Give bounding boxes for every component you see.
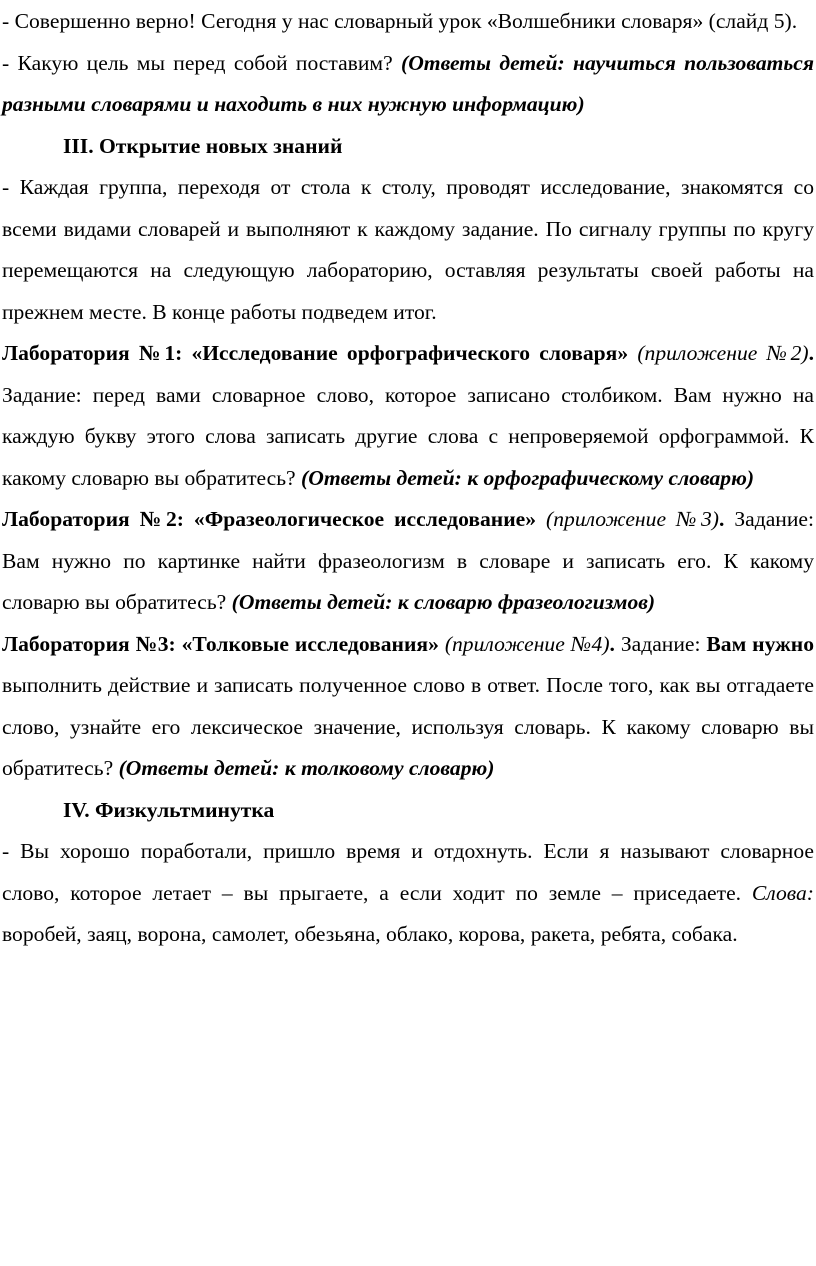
lab2-title: Лаборатория №2: «Фразеологическое исследование» [2,507,537,531]
lab3-task-bold: Вам нужно [706,631,815,656]
lab3-appendix: (приложение №4) [444,631,610,656]
section-heading-new-knowledge: III. Открытие новых знаний [63,133,343,158]
lab2-block [2,499,814,624]
paragraph-physical-break [2,831,814,956]
intro-text: - Совершенно верно! Сегодня у нас словарный урок «Волшебники словаря» (слайд 5). [2,9,798,33]
lab3-block [2,624,814,790]
section-heading-physical-break: IV. Физкультминутка [63,797,275,822]
lab2-appendix: (приложение №3) [546,507,719,531]
lab1-block [2,333,814,499]
lab1-task: Задание: перед вами словарное слово, которое записано столбиком. Вам нужно на каждую букву этого слова записать другие слова с непроверяемой орфограммой. К какому словарю вы обратитесь? [2,382,814,490]
break-words-label: Слова: [751,880,814,905]
goal-answer: (Ответы детей: научиться пользоваться разными словарями и находить в них нужную информацию) [2,50,814,116]
lab1-answer: (Ответы детей: к орфографическому словарю) [301,465,755,490]
lab3-task: выполнить действие и записать полученное слово в ответ. После того, как вы отгадаете слово, узнайте его лексическое значение, используя словарь. К какому словарю вы обратитесь? [2,673,814,780]
break-words: воробей, заяц, ворона, самолет, обезьяна, облако, корова, ракета, ребята, собака. [2,922,738,946]
break-text: - Вы хорошо поработали, пришло время и отдохнуть. Если я называют словарное слово, которое летает – вы прыгаете, а если ходит по земле – приседаете. [2,839,814,905]
lab2-task: Задание: Вам нужно по картинке найти фразеологизм в словаре и записать его. К какому словарю вы обратитесь? [2,507,814,614]
lab3-dot: . [609,631,615,656]
lab2-dot: . [718,507,725,531]
goal-question: - Какую цель мы перед собой поставим? [2,50,401,75]
lab2-answer: (Ответы детей: к словарю фразеологизмов) [231,590,656,614]
groups-text: - Каждая группа, переходя от стола к столу, проводят исследование, знакомятся со всеми видами словарей и выполняют к каждому задание. По сигналу группы по кругу перемещаются на следующую лабораторию, оставляя результаты своей работы на прежнем месте. В конце работы подведем итог. [2,175,814,324]
lab1-dot: . [808,341,815,365]
lab3-answer: (Ответы детей: к толковому словарю) [118,756,495,780]
paragraph-intro [2,1,814,43]
paragraph-groups [2,167,814,333]
lab1-title: Лаборатория №1: «Исследование орфографического словаря» [2,341,629,365]
lab3-title: Лаборатория №3: «Толковые исследования» [2,631,439,656]
lab1-appendix: (приложение №2) [637,341,809,365]
paragraph-goal [2,43,814,126]
lab3-task-lead: Задание: [614,631,707,656]
